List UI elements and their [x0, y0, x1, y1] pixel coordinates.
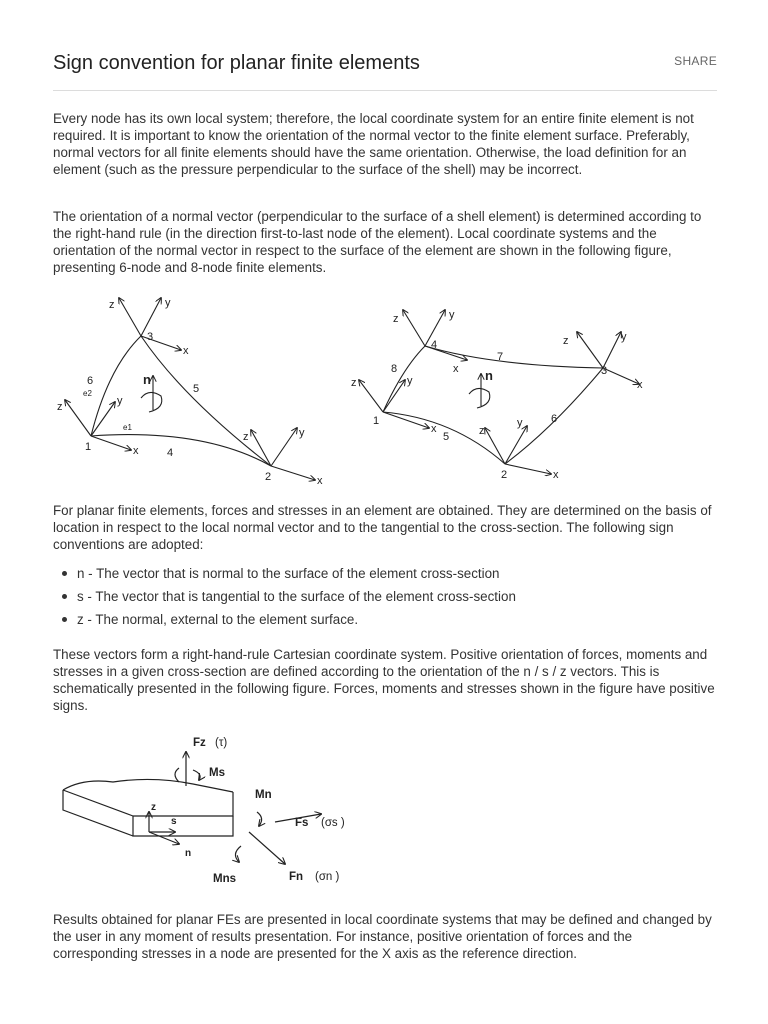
list-item: z - The normal, external to the element surface. — [53, 608, 717, 631]
paragraph-local-systems: Every node has its own local system; therefore, the local coordinate system for an entire finite element is not required. It is important to know the orientation of the normal vector to the finite element surface. Preferably, normal vectors for all finite elements should have the same orientation. Otherwise, the load definition for an element (such as the pressure perpendicular to the surface of the shell) may be incorrect. — [53, 111, 694, 177]
node-label: 5 — [193, 383, 200, 395]
edge-label: e2 — [83, 389, 92, 398]
moment-label-mn: Mn — [255, 789, 272, 801]
axis-label: x — [553, 469, 559, 481]
force-label-fs: Fs — [295, 817, 309, 829]
node-label: 5 — [443, 431, 450, 443]
axis-label: z — [393, 313, 399, 325]
edge-label: e1 — [123, 423, 132, 432]
node-label: 7 — [497, 351, 504, 363]
share-button[interactable]: SHARE — [674, 54, 717, 68]
node-label: 1 — [373, 415, 380, 427]
node-label: 6 — [87, 375, 94, 387]
axis-label: x — [453, 363, 459, 375]
node-label: 4 — [167, 447, 174, 459]
normal-label: n — [143, 372, 151, 387]
finite-elements-figure — [53, 288, 663, 490]
list-item: s - The vector that is tangential to the surface of the element cross-section — [53, 585, 717, 608]
axis-label: z — [479, 425, 485, 437]
node-label: 6 — [551, 413, 558, 425]
axis-label: x — [317, 475, 323, 487]
axis-label: y — [621, 331, 627, 343]
stress-label-tau: (τ) — [215, 737, 228, 749]
node-label: 4 — [431, 339, 438, 351]
axis-label: x — [431, 423, 437, 435]
sign-convention-list — [53, 562, 717, 631]
node-label: 3 — [601, 365, 608, 377]
forces-moments-figure — [53, 728, 373, 890]
axis-label: z — [57, 401, 63, 413]
axis-label: y — [407, 375, 413, 387]
moment-label-mns: Mns — [213, 873, 236, 885]
node-label: 2 — [501, 469, 508, 481]
stress-label-sigma-s: (σs ) — [321, 817, 345, 829]
axis-label: y — [299, 427, 305, 439]
axis-label: y — [449, 309, 455, 321]
paragraph-right-hand-rule: These vectors form a right-hand-rule Cartesian coordinate system. Positive orientation of forces, moments and stresses in a given cross-section are defined according to the orientation of the n / s / z vectors. This is schematically presented in the following figure. Forces, moments and stresses shown in the figure have positive signs. — [53, 647, 715, 713]
axis-label: x — [133, 445, 139, 457]
axis-label-s: s — [171, 816, 177, 827]
list-item: n - The vector that is normal to the surface of the element cross-section — [53, 562, 717, 585]
paragraph-forces-stresses: For planar finite elements, forces and stresses in an element are obtained. They are determined on the basis of location in respect to the local normal vector and to the tangential to the cross-section. The following sign conventions are adopted: — [53, 503, 712, 552]
moment-label-ms: Ms — [209, 767, 225, 779]
axis-label: z — [351, 377, 357, 389]
axis-label: y — [517, 417, 523, 429]
axis-label: x — [183, 345, 189, 357]
node-label: 8 — [391, 363, 398, 375]
axis-label: x — [637, 379, 643, 391]
force-label-fn: Fn — [289, 871, 304, 883]
page-title: Sign convention for planar finite elements — [53, 52, 420, 74]
normal-label: n — [485, 368, 493, 383]
axis-label-z: z — [151, 802, 156, 813]
axis-label: z — [563, 335, 569, 347]
axis-label: y — [117, 395, 123, 407]
axis-label: y — [165, 297, 171, 309]
paragraph-results-presentation: Results obtained for planar FEs are presented in local coordinate systems that may be defined and changed by the user in any moment of results presentation. For instance, positive orientation of forces and the corresponding stresses in a node are presented for the X axis as the reference direction. — [53, 912, 712, 961]
stress-label-sigma-n: (σn ) — [315, 871, 340, 883]
force-label-fz: Fz — [193, 737, 206, 749]
node-label: 2 — [265, 471, 272, 483]
paragraph-normal-orientation: The orientation of a normal vector (perpendicular to the surface of a shell element) is determined according to the right-hand rule (in the direction first-to-last node of the element). Local coordinate systems and the orientation of the normal vector in respect to the surface of the element are shown in the following figure, presenting 6-node and 8-node finite elements. — [53, 209, 702, 275]
node-label: 3 — [147, 331, 154, 343]
document-header — [53, 50, 717, 91]
axis-label-n: n — [185, 848, 192, 859]
axis-label: z — [109, 299, 115, 311]
axis-label: z — [243, 431, 249, 443]
node-label: 1 — [85, 441, 92, 453]
